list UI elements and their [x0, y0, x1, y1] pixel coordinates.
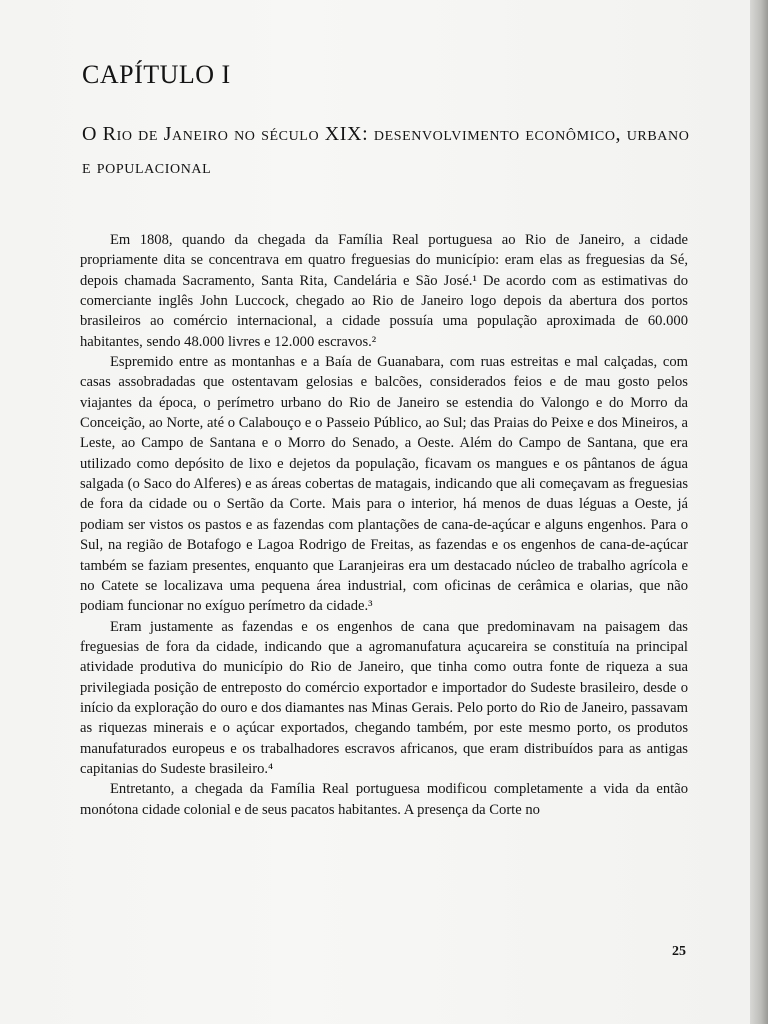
paragraph: Espremido entre as montanhas e a Baía de Guanabara, com ruas estreitas e mal calçadas, com casas assobradadas que ostentavam gelosias e balcões, considerados feios e de mau gosto pelos viajantes da época, o perímetro urbano do Rio de Janeiro se estendia do Valongo e do Morro da Conceição, ao Norte, até o Calabouço e o Passeio Público, ao Sul; das Praias do Peixe e dos Mineiros, a Leste, ao Campo de Santana e o Morro do Senado, a Oeste. Além do Campo de Santana, que era utilizado como depósito de lixo e dejetos da população, ficavam os mangues e os pântanos de água salgada (o Saco do Alferes) e as áreas cobertas de matagais, indicando que ali começavam as freguesias de fora da cidade ou o Sertão da Corte. Mais para o interior, há menos de duas léguas a Oeste, já podiam ser vistos os pastos e as fazendas com plantações de cana-de-açúcar e alguns engenhos. Para o Sul, na região de Botafogo e Lagoa Rodrigo de Freitas, as fazendas e os engenhos de cana-de-açúcar também se faziam presentes, enquanto que Laranjeiras era um destacado núcleo de trabalho agrícola e no Catete se localizava uma pequena área industrial, com oficinas de cerâmica e olarias, que não podiam funcionar no exíguo perímetro da cidade.³: [80, 354, 688, 615]
body-text: [80, 230, 688, 820]
chapter-title: CAPÍTULO I: [82, 60, 231, 89]
page-number: 25: [672, 944, 686, 959]
page-edge-shadow: [750, 0, 768, 1024]
paragraph: Eram justamente as fazendas e os engenhos de cana que predominavam na paisagem das freguesias de fora da cidade, indicando que a agromanufatura açucareira se constituía na principal atividade produtiva do município do Rio de Janeiro, que tinha como outra fonte de riqueza a sua privilegiada posição de entreposto do comércio exportador e importador do Sudeste brasileiro, desde o início da exploração do ouro e dos diamantes nas Minas Gerais. Pelo porto do Rio de Janeiro, passavam as riquezas minerais e o açúcar exportados, chegando também, por este mesmo porto, os produtos manufaturados europeus e os trabalhadores escravos africanos, que eram distribuídos para as antigas capitanias do Sudeste brasileiro.⁴: [80, 618, 688, 777]
paragraph: Em 1808, quando da chegada da Família Real portuguesa ao Rio de Janeiro, a cidade propriamente dita se concentrava em quatro freguesias do município: eram elas as freguesias da Sé, depois chamada Sacramento, Santa Rita, Candelária e São José.¹ De acordo com as estimativas do comerciante inglês John Luccock, chegado ao Rio de Janeiro logo depois da abertura dos portos brasileiros ao comércio internacional, a cidade possuía uma população aproximada de 60.000 habitantes, sendo 48.000 livres e 12.000 escravos.²: [80, 232, 688, 350]
paragraph: Entretanto, a chegada da Família Real portuguesa modificou completamente a vida da então monótona cidade colonial e de seus pacatos habitantes. A presença da Corte no: [80, 781, 688, 818]
chapter-subtitle: O Rio de Janeiro no século XIX: desenvolvimento econômico, urbano e populacional: [82, 123, 690, 178]
